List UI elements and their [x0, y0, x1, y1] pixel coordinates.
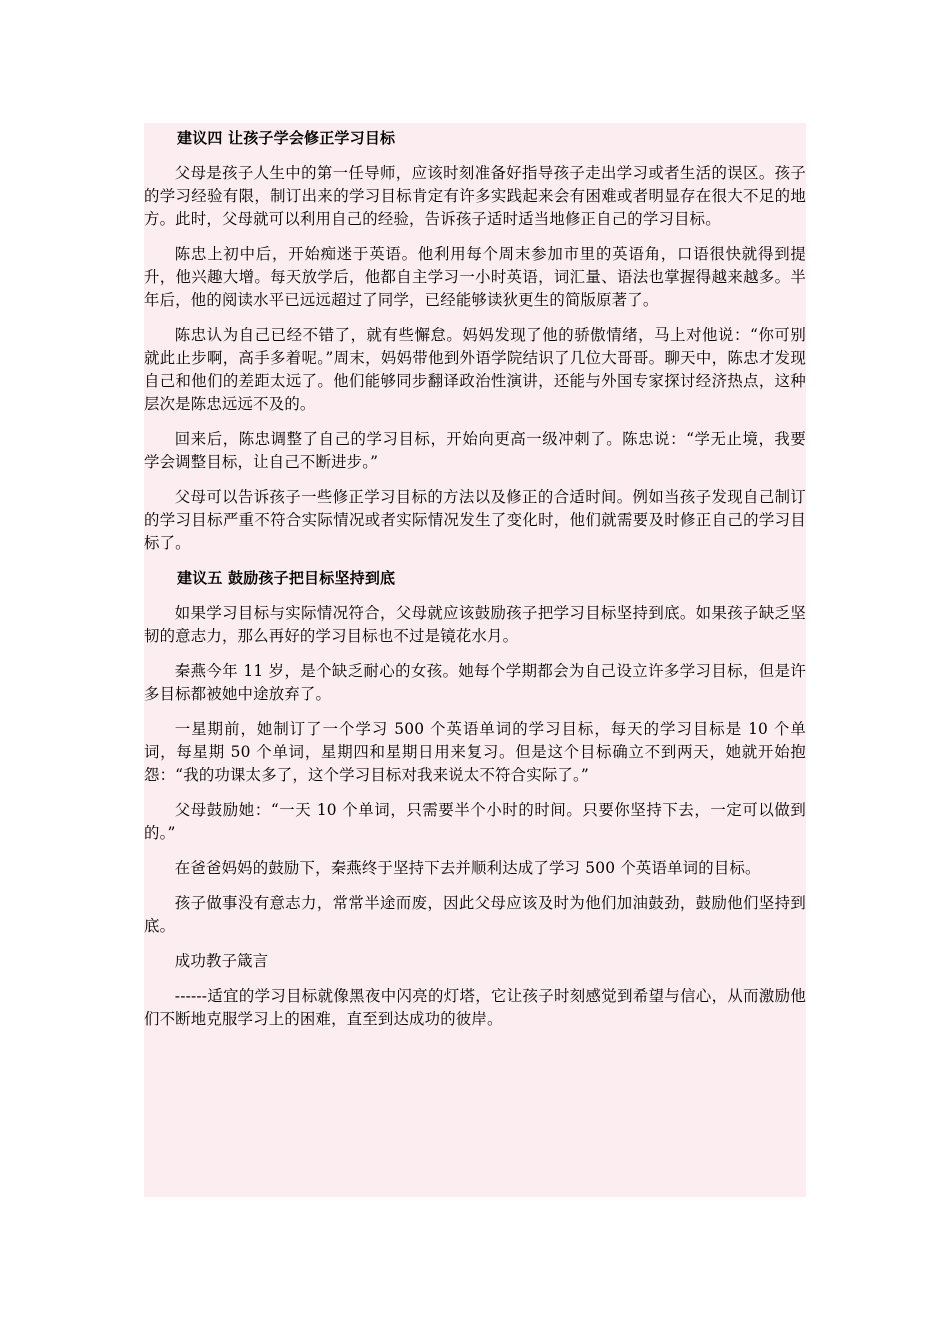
paragraph: 父母鼓励她：“一天 10 个单词，只需要半个小时的时间。只要你坚持下去，一定可以做到的。”	[144, 801, 806, 842]
paragraph: 在爸爸妈妈的鼓励下，秦燕终于坚持下去并顺利达成了学习 500 个英语单词的目标。	[174, 859, 761, 877]
paragraph: 一星期前，她制订了一个学习 500 个英语单词的学习目标，每天的学习目标是 10 个单词，每星期 50 个单词，星期四和星期日用来复习。但是这个目标确立不到两天，她就开始抱怨：“我的功课太多了，这个学习目标对我来说太不符合实际了。”	[144, 720, 806, 784]
motto-text: ------适宜的学习目标就像黑夜中闪亮的灯塔，它让孩子时刻感觉到希望与信心，从而激励他们不断地克服学习上的困难，直至到达成功的彼岸。	[144, 987, 806, 1028]
section-heading-5: 建议五 鼓励孩子把目标坚持到底	[177, 569, 396, 587]
motto-heading: 成功教子箴言	[174, 952, 269, 970]
paragraph: 如果学习目标与实际情况符合，父母就应该鼓励孩子把学习目标坚持到底。如果孩子缺乏坚韧的意志力，那么再好的学习目标也不过是镜花水月。	[144, 604, 806, 645]
paragraph: 陈忠上初中后，开始痴迷于英语。他利用每个周末参加市里的英语角，口语很快就得到提升，他兴趣大增。每天放学后，他都自主学习一小时英语，词汇量、语法也掌握得越来越多。半年后，他的阅读水平已远远超过了同学，已经能够读狄更生的简版原著了。	[144, 245, 806, 309]
section-heading-4: 建议四 让孩子学会修正学习目标	[177, 129, 396, 147]
paragraph: 父母可以告诉孩子一些修正学习目标的方法以及修正的合适时间。例如当孩子发现自己制订的学习目标严重不符合实际情况或者实际情况发生了变化时，他们就需要及时修正自己的学习目标了。	[144, 488, 806, 552]
paragraph: 孩子做事没有意志力，常常半途而废，因此父母应该及时为他们加油鼓劲，鼓励他们坚持到底。	[144, 894, 806, 935]
paragraph: 回来后，陈忠调整了自己的学习目标，开始向更高一级冲刺了。陈忠说：“学无止境，我要学会调整目标，让自己不断进步。”	[144, 430, 806, 471]
paragraph: 秦燕今年 11 岁，是个缺乏耐心的女孩。她每个学期都会为自己设立许多学习目标，但是许多目标都被她中途放弃了。	[144, 662, 806, 703]
paragraph: 陈忠认为自己已经不错了，就有些懈怠。妈妈发现了他的骄傲情绪，马上对他说：“你可别就此止步啊，高手多着呢。”周末，妈妈带他到外语学院结识了几位大哥哥。聊天中，陈忠才发现自己和他们的差距太远了。他们能够同步翻译政治性演讲，还能与外国专家探讨经济热点，这种层次是陈忠远远不及的。	[144, 326, 806, 413]
paragraph: 父母是孩子人生中的第一任导师，应该时刻准备好指导孩子走出学习或者生活的误区。孩子的学习经验有限，制订出来的学习目标肯定有许多实践起来会有困难或者明显存在很大不足的地方。此时，父母就可以利用自己的经验，告诉孩子适时适当地修正自己的学习目标。	[144, 164, 806, 228]
article-body	[144, 123, 806, 1197]
